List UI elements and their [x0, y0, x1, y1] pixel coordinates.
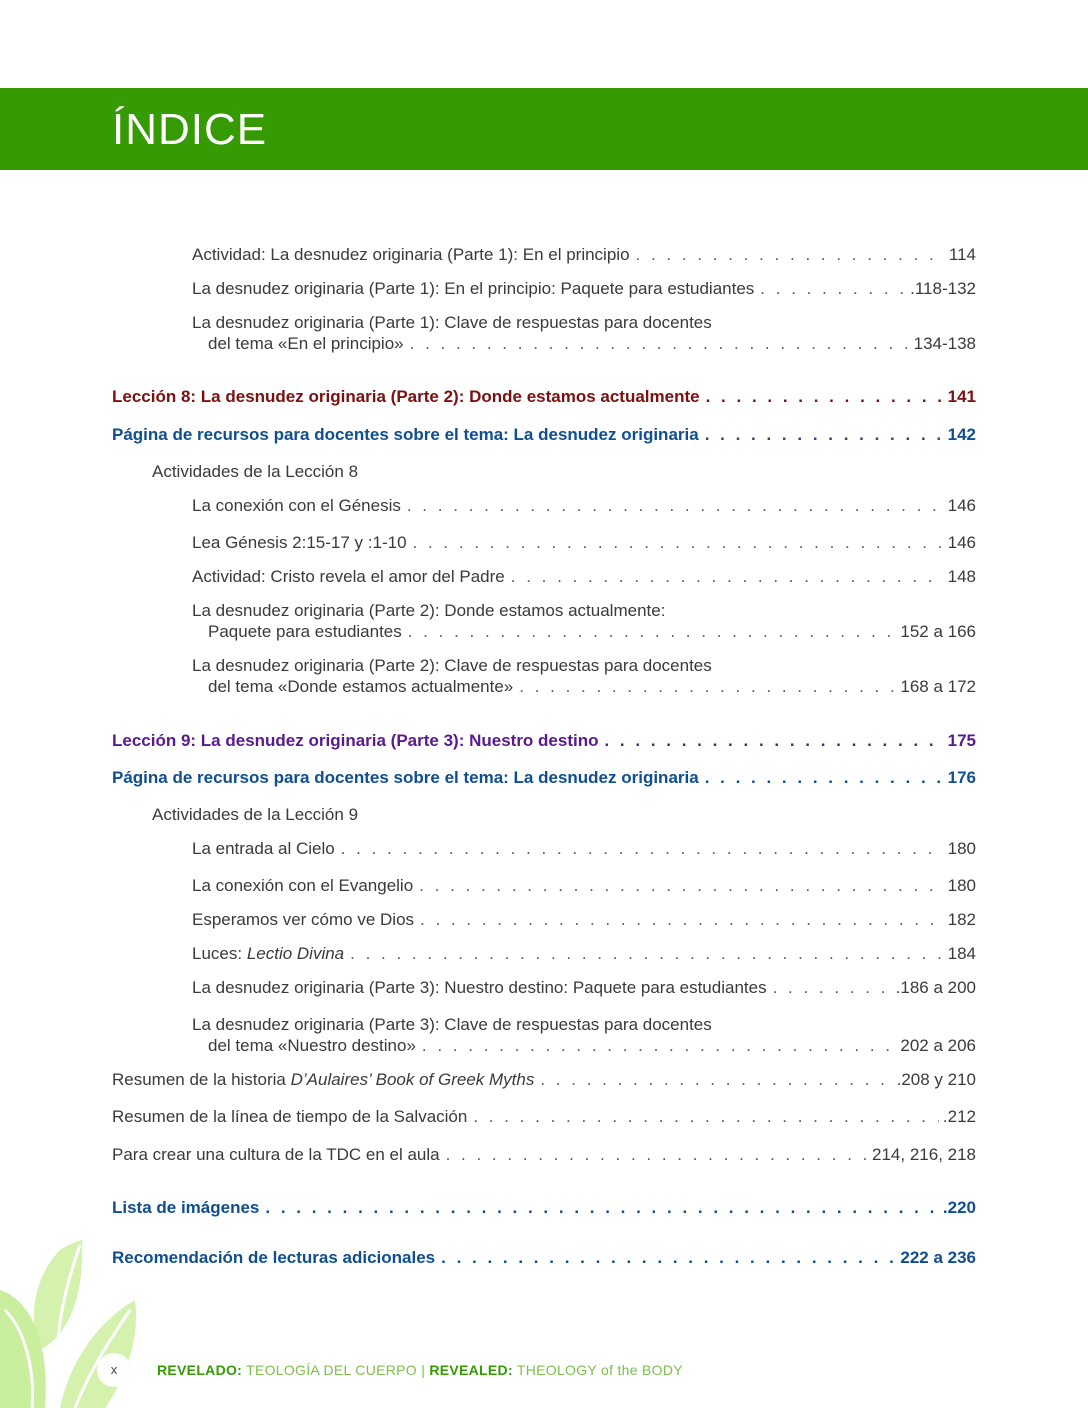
leader-dots — [341, 838, 944, 860]
toc-entry[interactable] — [192, 244, 976, 266]
toc-entry-label: La conexión con el Evangelio — [192, 876, 414, 895]
toc-heading-page: 175 — [947, 731, 976, 750]
leader-dots — [446, 1144, 868, 1166]
leader-dots — [760, 278, 906, 300]
toc-entry-label: La desnudez originaria (Parte 1): En el principio: Paquete para estudiantes — [192, 279, 755, 298]
toc-heading-page: .220 — [942, 1198, 976, 1217]
toc-entry[interactable] — [192, 838, 976, 860]
toc-heading-label: Página de recursos para docentes sobre el tema: La desnudez originaria — [112, 768, 699, 787]
footer-running-title — [157, 1361, 683, 1379]
toc-entry-page: 180 — [947, 876, 976, 895]
toc-entry-page: 146 — [947, 533, 976, 552]
leader-dots — [705, 767, 944, 789]
toc-entry[interactable] — [112, 1144, 976, 1166]
toc-entry-page: 214, 216, 218 — [872, 1145, 976, 1164]
toc-heading-lesson-8[interactable] — [112, 386, 976, 408]
toc-entry[interactable] — [192, 532, 976, 554]
toc-heading-readings[interactable] — [112, 1247, 976, 1269]
toc-entry-first-line: La desnudez originaria (Parte 2): Clave de respuestas para docentes — [192, 656, 712, 675]
toc-entry-page: 202 a 206 — [900, 1036, 976, 1055]
page-title: ÍNDICE — [112, 105, 268, 154]
toc-entry[interactable] — [112, 1106, 976, 1128]
toc-heading-label: Lección 8: La desnudez originaria (Parte 2): Donde estamos actualmente — [112, 387, 700, 406]
toc-entry-page: 184 — [947, 944, 976, 963]
toc-entry-label: del tema «En el principio» — [208, 334, 404, 353]
toc-heading-image-list[interactable] — [112, 1197, 976, 1219]
toc-entry-label: Lea Génesis 2:15-17 y :1-10 — [192, 533, 407, 552]
toc-heading-label: Lección 9: La desnudez originaria (Parte 3): Nuestro destino — [112, 731, 599, 750]
toc-heading-page: 176 — [947, 768, 976, 787]
toc-entry-first-line: La desnudez originaria (Parte 1): Clave de respuestas para docentes — [192, 313, 712, 332]
footer-brand-en-bold: REVEALED: — [425, 1362, 513, 1378]
toc-entry-label: Resumen de la línea de tiempo de la Salvación — [112, 1107, 468, 1126]
toc-entry[interactable] — [112, 1069, 976, 1091]
toc-heading-resources[interactable] — [112, 424, 976, 446]
toc-entry-page: 146 — [947, 496, 976, 515]
page-number: x — [97, 1353, 131, 1387]
toc-entry-label: Actividad: Cristo revela el amor del Padre — [192, 567, 505, 586]
toc-entry-label: Actividad: La desnudez originaria (Parte 1): En el principio — [192, 245, 630, 264]
toc-entry-label: Paquete para estudiantes — [208, 622, 402, 641]
leader-dots — [441, 1247, 896, 1269]
toc-entry-page: 148 — [947, 567, 976, 586]
toc-entry-label: del tema «Donde estamos actualmente» — [208, 677, 514, 696]
toc-entry-page: .208 y 210 — [896, 1070, 976, 1089]
toc-entry-page: .118-132 — [910, 279, 976, 298]
leader-dots — [604, 730, 943, 752]
footer-brand-es-light: TEOLOGÍA DEL CUERPO — [242, 1362, 422, 1378]
leader-dots — [413, 532, 944, 554]
leader-dots — [265, 1197, 939, 1219]
toc-entry-label: La conexión con el Génesis — [192, 496, 401, 515]
leader-dots — [706, 386, 944, 408]
leader-dots — [408, 621, 897, 643]
leader-dots — [773, 977, 892, 999]
toc-entry-label — [112, 1069, 540, 1091]
toc-entry-label: Esperamos ver cómo ve Dios — [192, 910, 415, 929]
toc-entry[interactable] — [208, 676, 976, 698]
leader-dots — [519, 676, 896, 698]
toc-entry[interactable] — [192, 278, 976, 300]
toc-entry[interactable] — [208, 333, 976, 355]
toc-entry-label — [192, 943, 350, 965]
toc-entry-label: La desnudez originaria (Parte 3): Nuestro destino: Paquete para estudiantes — [192, 978, 767, 997]
leader-dots — [511, 566, 944, 588]
footer-brand-en-light: THEOLOGY of the BODY — [512, 1362, 683, 1378]
toc-entry-page: 168 a 172 — [900, 677, 976, 696]
label-italic: Lectio Divina — [246, 944, 345, 963]
toc-entry-page: .212 — [942, 1107, 976, 1126]
title-banner — [0, 88, 1088, 170]
toc-entry-page: 180 — [947, 839, 976, 858]
toc-entry-first-line: La desnudez originaria (Parte 3): Clave de respuestas para docentes — [192, 1015, 712, 1034]
toc-entry-label: La entrada al Cielo — [192, 839, 335, 858]
leader-dots — [636, 244, 945, 266]
toc-entry-page: 134-138 — [913, 334, 976, 353]
footer-brand-es-bold: REVELADO: — [157, 1362, 243, 1378]
label-prefix: Resumen de la historia — [112, 1070, 291, 1089]
leader-dots — [422, 1035, 896, 1057]
toc-entry[interactable] — [208, 1035, 976, 1057]
toc-entry[interactable] — [192, 875, 976, 897]
toc-heading-page: 142 — [947, 425, 976, 444]
toc-heading-label: Página de recursos para docentes sobre el tema: La desnudez originaria — [112, 425, 699, 444]
toc-entry[interactable] — [192, 495, 976, 517]
leader-dots — [419, 875, 943, 897]
toc-heading-resources[interactable] — [112, 767, 976, 789]
toc-entry[interactable] — [192, 943, 976, 965]
toc-entry[interactable] — [192, 977, 976, 999]
leader-dots — [410, 333, 910, 355]
toc-entry[interactable] — [192, 566, 976, 588]
toc-entry-page: .186 a 200 — [895, 978, 976, 997]
toc-entry[interactable] — [192, 909, 976, 931]
leader-dots — [705, 424, 944, 446]
toc-entry-label: del tema «Nuestro destino» — [208, 1036, 416, 1055]
toc-subheading: Actividades de la Lección 9 — [152, 805, 359, 824]
leader-dots — [473, 1106, 939, 1128]
label-prefix: Luces: — [192, 944, 247, 963]
leader-dots — [350, 943, 943, 965]
toc-subheading: Actividades de la Lección 8 — [152, 462, 359, 481]
leader-dots — [420, 909, 944, 931]
toc-heading-lesson-9[interactable] — [112, 730, 976, 752]
label-italic: D’Aulaires’ Book of Greek Myths — [290, 1070, 535, 1089]
toc-heading-label: Recomendación de lecturas adicionales — [112, 1248, 436, 1267]
toc-entry-first-line: La desnudez originaria (Parte 2): Donde estamos actualmente: — [192, 601, 666, 620]
toc-heading-page: 141 — [947, 387, 976, 406]
toc-heading-label: Lista de imágenes — [112, 1198, 260, 1217]
leader-dots — [540, 1069, 892, 1091]
toc-entry-label: Para crear una cultura de la TDC en el aula — [112, 1145, 440, 1164]
leader-dots — [407, 495, 944, 517]
toc-entry-page: 114 — [948, 245, 976, 264]
toc-entry[interactable] — [208, 621, 976, 643]
toc-entry-page: 182 — [947, 910, 976, 929]
toc-entry-page: 152 a 166 — [900, 622, 976, 641]
toc-heading-page: 222 a 236 — [900, 1248, 976, 1267]
footer-separator: | — [421, 1362, 426, 1378]
